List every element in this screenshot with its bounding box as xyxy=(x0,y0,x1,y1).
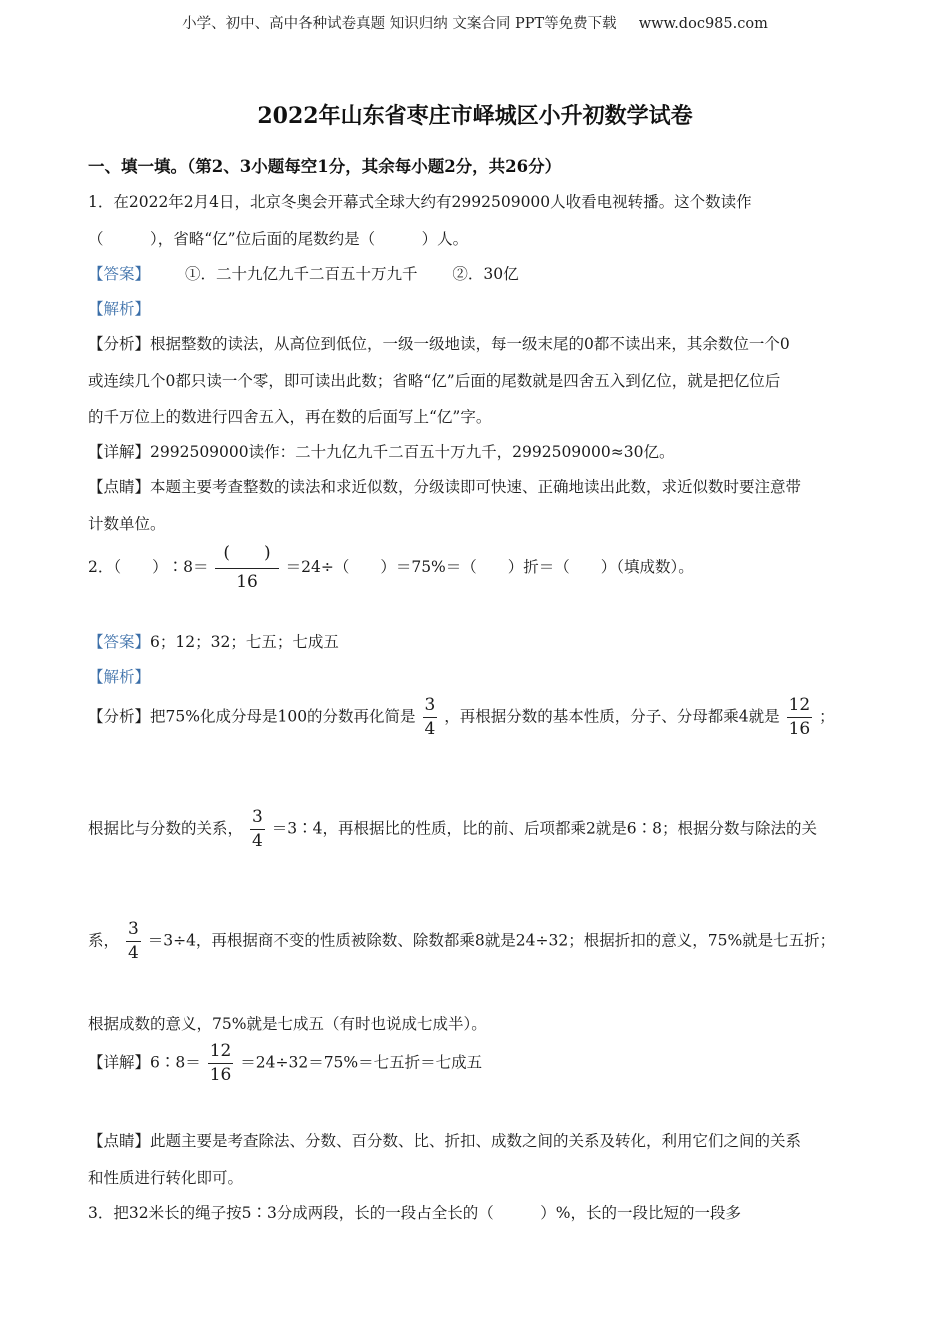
fraction-numerator: ( ) xyxy=(215,545,278,569)
q2-analysis-tag: 【解析】 xyxy=(88,668,151,686)
q1-answer-1: ①．二十九亿九千二百五十万九千 xyxy=(184,265,418,283)
fraction-denominator: 4 xyxy=(127,943,139,963)
q2-line2-a: 根据比与分数的关系， xyxy=(88,819,244,838)
q2-comment-text-1: 此题主要是考查除法、分数、百分数、比、折扣、成数之间的关系及转化，利用它们之间的关系 xyxy=(150,1132,802,1150)
page-title: 2022年山东省枣庄市峄城区小升初数学试卷 xyxy=(257,103,693,129)
comment-tag: 【点睛】 xyxy=(88,478,151,496)
fraction-denominator: 4 xyxy=(251,831,263,851)
q1-analysis-tag: 【解析】 xyxy=(88,300,151,318)
fraction-3-4 xyxy=(250,809,265,850)
detail-tag: 【详解】 xyxy=(88,443,151,461)
header-text: 小学、初中、高中各种试卷真题 知识归纳 文案合同 PPT等免费下载 xyxy=(182,16,617,32)
fraction-numerator: 3 xyxy=(126,921,141,942)
q2-line xyxy=(88,545,694,591)
q1-fenxi-text-1: 根据整数的读法，从高位到低位，一级一级地读，每一级末尾的0都不读出来，其余数位一个0 xyxy=(150,335,790,353)
q2-fenxi-line-2 xyxy=(88,809,817,850)
fraction-denominator: 4 xyxy=(424,719,436,739)
fraction-3-4 xyxy=(423,697,438,738)
q2-tail: ＝24÷（ ）＝75%＝（ ）折＝（ ）（填成数）。 xyxy=(285,558,694,576)
q2-answer-text: 6；12；32；七五；七成五 xyxy=(150,633,339,651)
q2-line2-b: ＝3∶4，再根据比的性质，比的前、后项都乘2就是6∶8；根据分数与除法的关 xyxy=(271,819,818,838)
fraction-numerator: 12 xyxy=(208,1043,234,1064)
answer-tag: 【答案】 xyxy=(88,633,151,651)
q1-fenxi-3: 的千万位上的数进行四舍五入，再在数的后面写上“亿”字。 xyxy=(88,408,492,426)
page-header xyxy=(0,12,950,33)
q2-line3-a: 系， xyxy=(88,931,120,950)
q2-detail-b: ＝24÷32＝75%＝七五折＝七成五 xyxy=(240,1053,483,1072)
fraction-12-16 xyxy=(208,1043,234,1084)
q2-detail xyxy=(88,1043,482,1084)
fraction-denominator: 16 xyxy=(236,572,258,592)
q1-answer-2: ②．30亿 xyxy=(452,265,519,283)
fraction-denominator: 16 xyxy=(209,1065,232,1085)
q2-fenxi-line-4: 根据成数的意义，75%就是七成五（有时也说成七成半）。 xyxy=(88,1015,487,1033)
q2-answer xyxy=(88,630,339,652)
fraction-3-4 xyxy=(126,921,141,962)
header-site: www.doc985.com xyxy=(638,16,768,32)
fraction-denominator: 16 xyxy=(788,719,811,739)
q2-detail-a: 6∶8＝ xyxy=(150,1053,201,1072)
q1-answer xyxy=(88,262,519,284)
q1-fenxi-1 xyxy=(88,332,790,354)
fenxi-tag: 【分析】 xyxy=(88,707,151,726)
q1-comment-text-1: 本题主要考查整数的读法和求近似数，分级读即可快速、正确地读出此数，求近似数时要注意带 xyxy=(150,478,802,496)
q2-fraction-blank-16 xyxy=(215,545,278,591)
q1-detail xyxy=(88,440,674,462)
q1-detail-text: 2992509000读作：二十九亿九千二百五十万九千，2992509000≈30亿。 xyxy=(150,443,675,461)
section-heading: 一、填一填。（第2、3小题每空1分，其余每小题2分，共26分） xyxy=(88,157,562,176)
q2-fenxi-line-3 xyxy=(88,921,835,962)
q1-comment-1 xyxy=(88,475,801,497)
fraction-numerator: 3 xyxy=(250,809,265,830)
q1-line-2: （ ），省略“亿”位后面的尾数约是（ ）人。 xyxy=(88,230,469,248)
q2-fenxi-b: ，再根据分数的基本性质，分子、分母都乘4就是 xyxy=(444,707,780,726)
fraction-numerator: 12 xyxy=(787,697,813,718)
q1-fenxi-2: 或连续几个0都只读一个零，即可读出此数；省略“亿”后面的尾数就是四舍五入到亿位，就是把亿位后 xyxy=(88,372,781,390)
q2-line3-b: ＝3÷4，再根据商不变的性质被除数、除数都乘8就是24÷32；根据折扣的意义，75%就是七五折； xyxy=(147,931,836,950)
fraction-12-16 xyxy=(787,697,813,738)
fenxi-tag: 【分析】 xyxy=(88,335,151,353)
q2-lead: 2．（ ）∶8＝ xyxy=(88,558,209,576)
q2-fenxi-a: 把75%化成分母是100的分数再化简是 xyxy=(150,707,416,726)
fraction-numerator: 3 xyxy=(423,697,438,718)
q2-fenxi-c: ； xyxy=(819,707,835,726)
q2-fenxi-line-1 xyxy=(88,697,835,738)
q1-comment-2: 计数单位。 xyxy=(88,515,166,533)
q2-comment-2: 和性质进行转化即可。 xyxy=(88,1169,244,1187)
q3-line-1: 3．把32米长的绳子按5∶3分成两段，长的一段占全长的（ ）%，长的一段比短的一段多 xyxy=(88,1204,742,1222)
q1-line-1: 1．在2022年2月4日，北京冬奥会开幕式全球大约有2992509000人收看电视转播。这个数读作 xyxy=(88,193,752,211)
q2-comment-1 xyxy=(88,1129,801,1151)
comment-tag: 【点睛】 xyxy=(88,1132,151,1150)
detail-tag: 【详解】 xyxy=(88,1053,151,1072)
answer-tag: 【答案】 xyxy=(88,265,151,283)
